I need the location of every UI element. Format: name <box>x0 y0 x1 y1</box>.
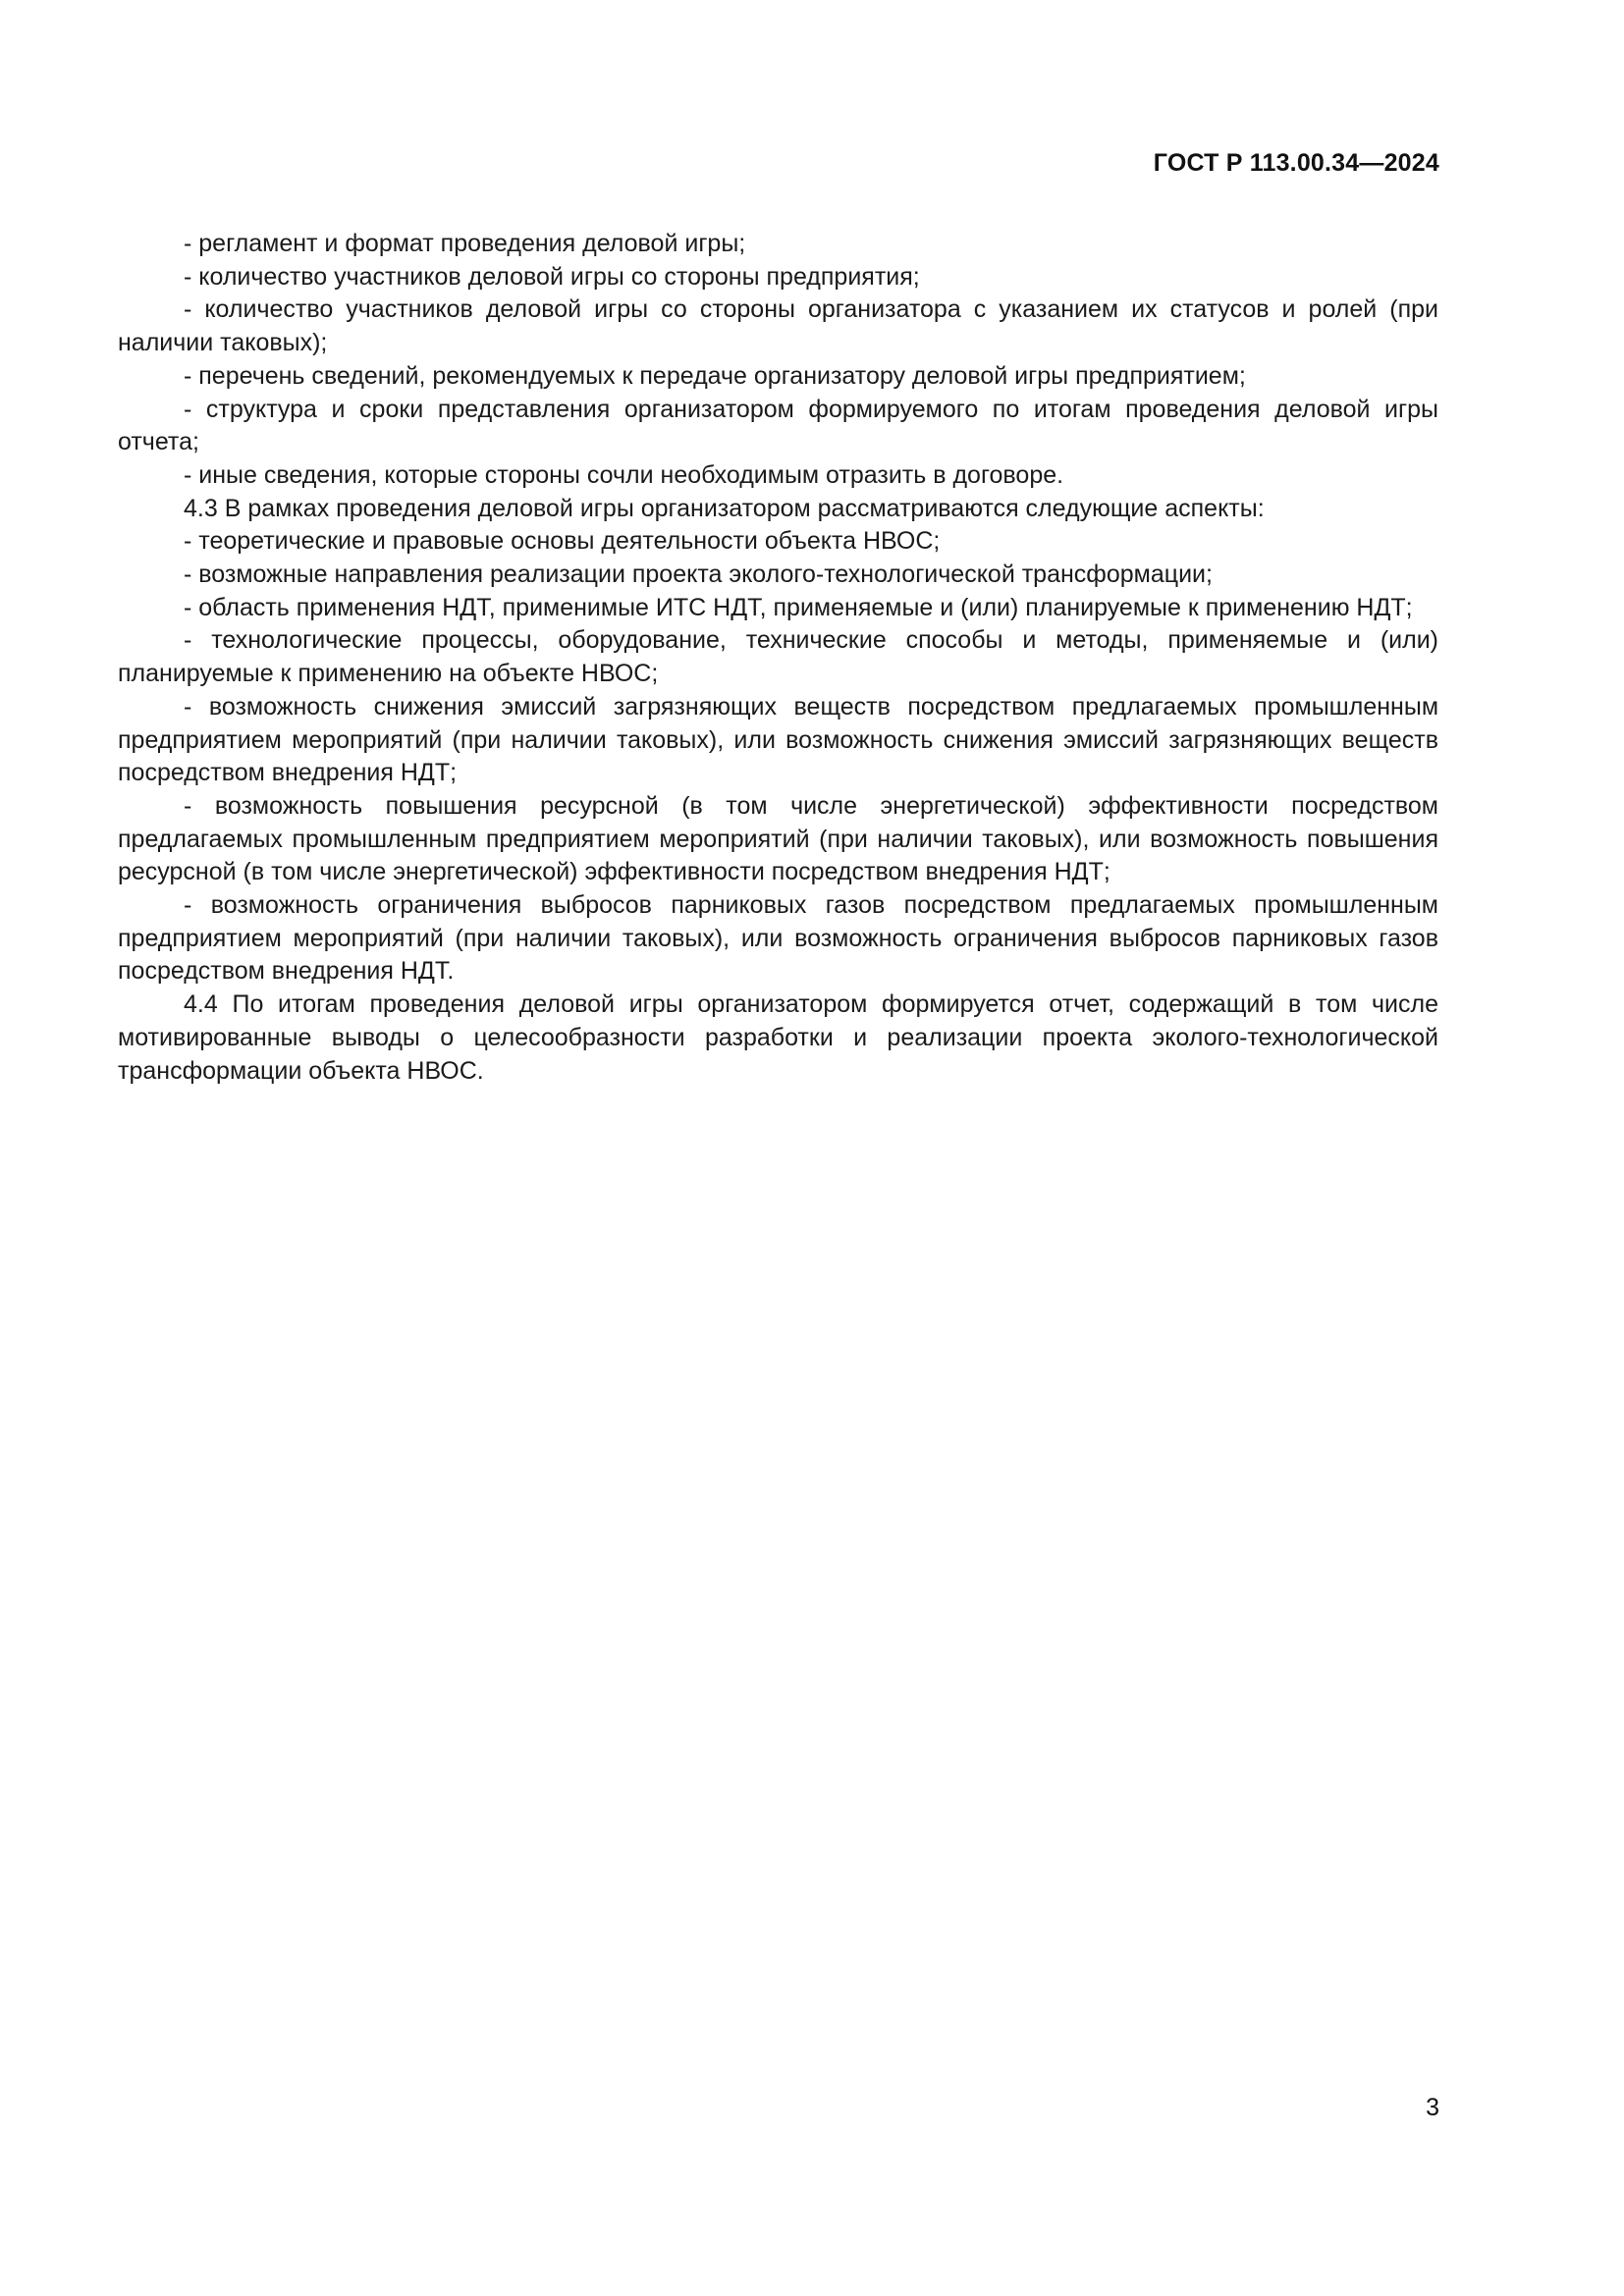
clause-4-3: 4.3 В рамках проведения деловой игры организатором рассматриваются следующие аспекты: <box>184 494 1265 522</box>
list-item-information-list: - перечень сведений, рекомендуемых к передаче организатору деловой игры предприятием; <box>184 361 1246 390</box>
list-item-bat-scope: - область применения НДТ, применимые ИТС НДТ, применяемые и (или) планируемые к применению НДТ; <box>184 593 1413 621</box>
page-number: 3 <box>1426 2094 1439 2121</box>
list-item-transformation-directions: - возможные направления реализации проекта эколого-технологической трансформации; <box>184 561 1213 589</box>
list-item-enterprise-participants: - количество участников деловой игры со стороны предприятия; <box>184 262 920 291</box>
list-item-technological-processes: - технологические процессы, оборудование, технические способы и методы, применяемые и (или) планируемые к применению на объекте НВОС; <box>118 626 1438 688</box>
list-item-report-structure: - структура и сроки представления организатором формируемого по итогам проведения деловой игры отчета; <box>118 395 1438 456</box>
list-item-game-format: - регламент и формат проведения деловой игры; <box>184 230 746 257</box>
clause-4-4: 4.4 По итогам проведения деловой игры организатором формируется отчет, содержащий в том числе мотивированные выводы о целесообразности разработки и реализации проекта эколого-технологической трансформации объекта НВОС. <box>118 990 1438 1085</box>
list-item-legal-basis: - теоретические и правовые основы деятельности объекта НВОС; <box>184 527 941 556</box>
list-item-emission-reduction: - возможность снижения эмиссий загрязняющих веществ посредством предлагаемых промышленным предприятием мероприятий (при наличии таковых), или возможность снижения эмиссий загрязняющих веществ посредством внедрения НДТ; <box>118 692 1438 787</box>
document-body <box>118 228 1438 1088</box>
list-item-other-information: - иные сведения, которые стороны сочли необходимым отразить в договоре. <box>184 460 1064 489</box>
list-item-greenhouse-gas-limits: - возможность ограничения выбросов парниковых газов посредством предлагаемых промышленным предприятием мероприятий (при наличии таковых), или возможность ограничения выбросов парниковых газов посредством внедрения НДТ. <box>118 891 1438 986</box>
list-item-resource-efficiency: - возможность повышения ресурсной (в том числе энергетической) эффективности посредством предлагаемых промышленным предприятием мероприятий (при наличии таковых), или возможность повышения ресурсной (в том числе энергетической) эффективности посредством внедрения НДТ; <box>118 791 1438 886</box>
list-item-organizer-participants: - количество участников деловой игры со стороны организатора с указанием их статусов и ролей (при наличии таковых); <box>118 295 1438 357</box>
document-code: ГОСТ Р 113.00.34—2024 <box>1153 149 1439 177</box>
